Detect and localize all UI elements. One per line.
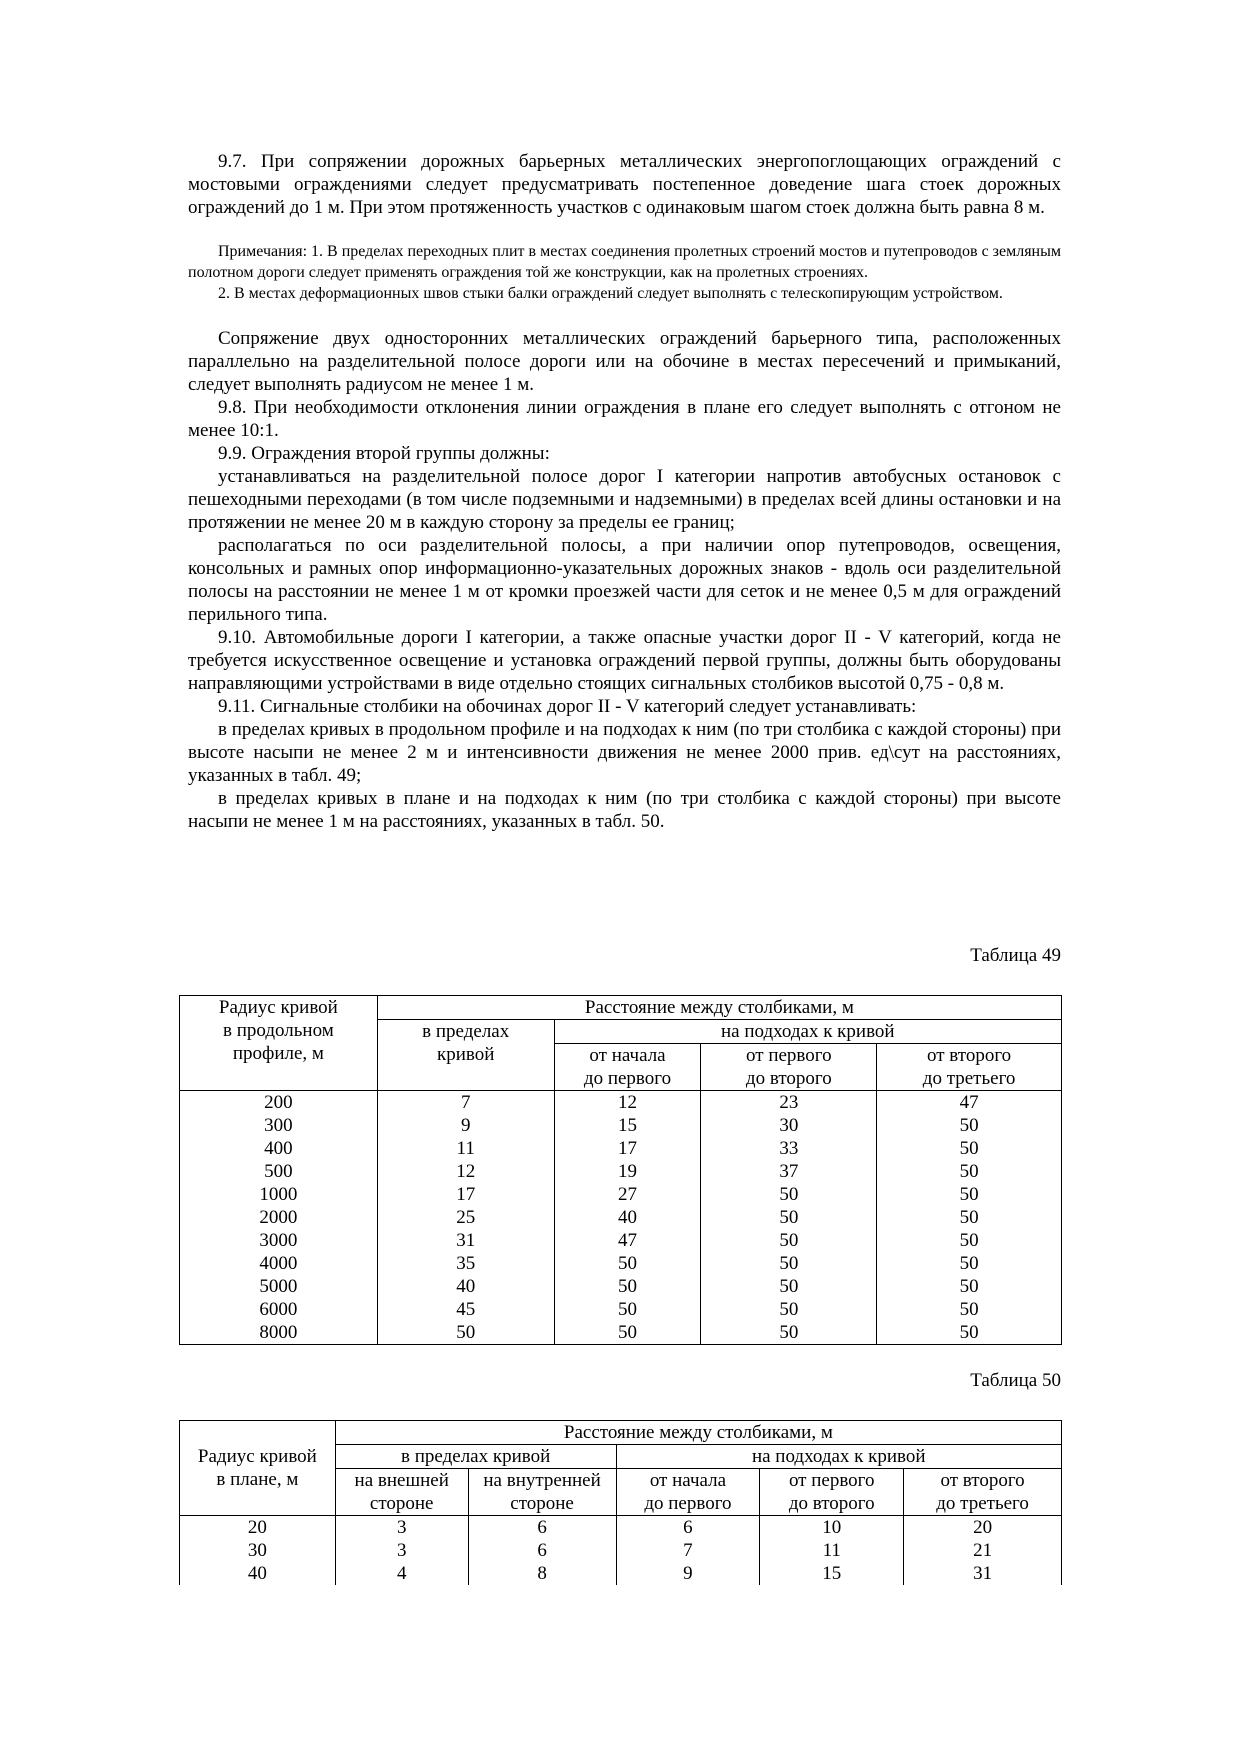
table-cell: 35 [377,1252,554,1275]
table-cell: 400 [264,1138,293,1159]
table-49-header-approach: на подходах к кривой [554,1020,1061,1044]
table-cell: 6000 [259,1299,298,1320]
table-50-header-distance: Расстояние между столбиками, м [335,1421,1061,1445]
table-cell: 50 [877,1229,1062,1252]
table-50-header-within: в пределах кривой [335,1445,616,1469]
table-row [180,1321,1062,1345]
table-cell: 15 [554,1114,701,1137]
table-cell: 50 [877,1252,1062,1275]
table-cell: 5000 [259,1276,298,1297]
table-cell: 30 [247,1540,267,1561]
table-cell: 500 [264,1161,293,1182]
table-cell: 47 [554,1229,701,1252]
table-49-header-distance: Расстояние между столбиками, м [377,996,1061,1020]
table-row [180,1114,1062,1137]
table-cell: 50 [701,1229,877,1252]
table-49-header-radius: Радиус кривой в продольном профиле, м [180,996,378,1091]
paragraph-9-9-b: располагаться по оси разделительной полосы, а при наличии опор путепроводов, освещения, консольных и рамных опор информационно-указательных дорожных знаков - вдоль оси разделительной полосы на расстоянии не менее 1 м от кромки проезжей части для сеток и не менее 0,5 м для ограждений перильного типа. [188,535,1061,625]
table-50-header-second-third: от второго до третьего [904,1469,1062,1516]
table-50-body [180,1516,1062,1586]
table-cell: 50 [701,1252,877,1275]
paragraph-9-11-b: в пределах кривых в плане и на подходах к ним (по три столбика с каждой стороны) при высоте насыпи не менее 1 м на расстояниях, указанных в табл. 50. [188,788,1061,832]
table-cell: 50 [377,1321,554,1345]
table-row [180,1229,1062,1252]
table-cell: 31 [377,1229,554,1252]
table-cell: 50 [701,1298,877,1321]
note-2: 2. В местах деформационных швов стыки балки ограждений следует выполнять с телескопирующим устройством. [218,285,1003,302]
table-cell: 50 [877,1183,1062,1206]
table-49-header-within: в пределах кривой [377,1020,554,1091]
table-row [180,1516,1062,1540]
table-row [180,1298,1062,1321]
table-cell: 40 [554,1206,701,1229]
paragraph-9-9: 9.9. Ограждения второй группы должны: [218,443,550,464]
table-49-body [180,1091,1062,1345]
table-cell: 50 [877,1321,1062,1345]
table-50 [179,1420,1062,1585]
table-50-header-outer: на внешней стороне [335,1469,468,1516]
table-cell: 47 [877,1091,1062,1115]
table-cell: 11 [760,1539,904,1562]
table-cell: 2000 [259,1207,298,1228]
table-cell: 200 [264,1092,293,1113]
table-cell: 10 [760,1516,904,1540]
table-50-header-start-first: от начала до первого [616,1469,760,1516]
paragraph-conjugation: Сопряжение двух односторонних металлических ограждений барьерного типа, расположенных параллельно на разделительной полосе дороги или на обочине в местах пересечений и примыканий, следует выполнять радиусом не менее 1 м. [188,328,1061,395]
table-cell: 3 [335,1539,468,1562]
table-50-header-radius: Радиус кривой в плане, м [180,1421,336,1516]
table-50-caption: Таблица 50 [970,1370,1061,1391]
table-row [180,1275,1062,1298]
table-cell: 37 [701,1160,877,1183]
table-cell: 50 [877,1275,1062,1298]
table-cell: 50 [554,1252,701,1275]
table-cell: 50 [877,1206,1062,1229]
table-cell: 40 [377,1275,554,1298]
paragraph-9-7: 9.7. При сопряжении дорожных барьерных металлических энергопоглощающих ограждений с мостовыми ограждениями следует предусматривать постепенное доведение шага стоек дорожных ограждений до 1 м. При этом протяженность участков с одинаковым шагом стоек должна быть равна 8 м. [188,151,1061,218]
table-50-header-inner: на внутренней стороне [468,1469,616,1516]
table-cell: 300 [264,1115,293,1136]
table-cell: 6 [616,1516,760,1540]
table-cell: 50 [554,1321,701,1345]
table-cell: 17 [554,1137,701,1160]
table-cell: 15 [760,1562,904,1585]
table-49-header-start-first: от начала до первого [554,1044,701,1091]
table-cell: 30 [701,1114,877,1137]
paragraph-9-9-a: устанавливаться на разделительной полосе дорог I категории напротив автобусных остановок с пешеходными переходами (в том числе подземными и надземными) в пределах всей длины остановки и на протяжении не менее 20 м в каждую сторону за пределы ее границ; [188,466,1061,533]
document-body [188,150,1061,833]
table-cell: 3000 [259,1230,298,1251]
table-cell: 12 [377,1160,554,1183]
table-cell: 17 [377,1183,554,1206]
table-cell: 23 [701,1091,877,1115]
table-row [180,1562,1062,1585]
paragraph-9-8: 9.8. При необходимости отклонения линии ограждения в плане его следует выполнять с отгоном не менее 10:1. [188,397,1061,441]
table-cell: 45 [377,1298,554,1321]
table-cell: 7 [616,1539,760,1562]
table-cell: 50 [701,1206,877,1229]
table-cell: 20 [904,1516,1062,1540]
table-cell: 4000 [259,1253,298,1274]
table-cell: 8 [468,1562,616,1585]
table-cell: 50 [877,1160,1062,1183]
table-cell: 50 [877,1114,1062,1137]
table-row [180,1160,1062,1183]
table-50-header-first-second: от первого до второго [760,1469,904,1516]
table-cell: 6 [468,1539,616,1562]
table-row [180,1091,1062,1115]
table-cell: 50 [554,1298,701,1321]
table-49 [179,995,1062,1345]
table-cell: 20 [247,1517,267,1538]
paragraph-9-11: 9.11. Сигнальные столбики на обочинах дорог II - V категорий следует устанавливать: [218,696,917,717]
table-cell: 1000 [259,1184,298,1205]
table-49-caption: Таблица 49 [970,945,1061,966]
table-row [180,1252,1062,1275]
table-cell: 40 [247,1563,267,1584]
table-cell: 7 [377,1091,554,1115]
table-cell: 3 [335,1516,468,1540]
table-cell: 8000 [259,1322,298,1343]
table-row [180,1539,1062,1562]
table-cell: 21 [904,1539,1062,1562]
table-cell: 50 [701,1321,877,1345]
note-1: Примечания: 1. В пределах переходных плит в местах соединения пролетных строений мостов и путепроводов с земляным полотном дороги следует применять ограждения той же конструкции, как на пролетных строениях. [188,243,1061,281]
table-row [180,1183,1062,1206]
table-49-header-second-third: от второго до третьего [877,1044,1062,1091]
table-row [180,1206,1062,1229]
table-cell: 33 [701,1137,877,1160]
table-cell: 19 [554,1160,701,1183]
table-49-header-first-second: от первого до второго [701,1044,877,1091]
table-cell: 50 [701,1183,877,1206]
table-cell: 12 [554,1091,701,1115]
table-cell: 50 [554,1275,701,1298]
table-50-header-approach: на подходах к кривой [616,1445,1061,1469]
table-cell: 9 [377,1114,554,1137]
table-cell: 31 [904,1562,1062,1585]
table-cell: 4 [335,1562,468,1585]
paragraph-9-11-a: в пределах кривых в продольном профиле и на подходах к ним (по три столбика с каждой стороны) при высоте насыпи не менее 2 м и интенсивности движения не менее 2000 прив. ед\сут на расстояниях, указанных в табл. 49; [188,719,1061,786]
table-row [180,1137,1062,1160]
table-cell: 25 [377,1206,554,1229]
table-cell: 27 [554,1183,701,1206]
table-cell: 11 [377,1137,554,1160]
table-cell: 50 [877,1298,1062,1321]
paragraph-9-10: 9.10. Автомобильные дороги I категории, а также опасные участки дорог II - V категорий, когда не требуется искусственное освещение и установка ограждений первой группы, должны быть оборудованы направляющими устройствами в виде отдельно стоящих сигнальных столбиков высотой 0,75 - 0,8 м. [188,627,1061,694]
table-cell: 50 [877,1137,1062,1160]
table-cell: 50 [701,1275,877,1298]
table-cell: 6 [468,1516,616,1540]
table-cell: 9 [616,1562,760,1585]
